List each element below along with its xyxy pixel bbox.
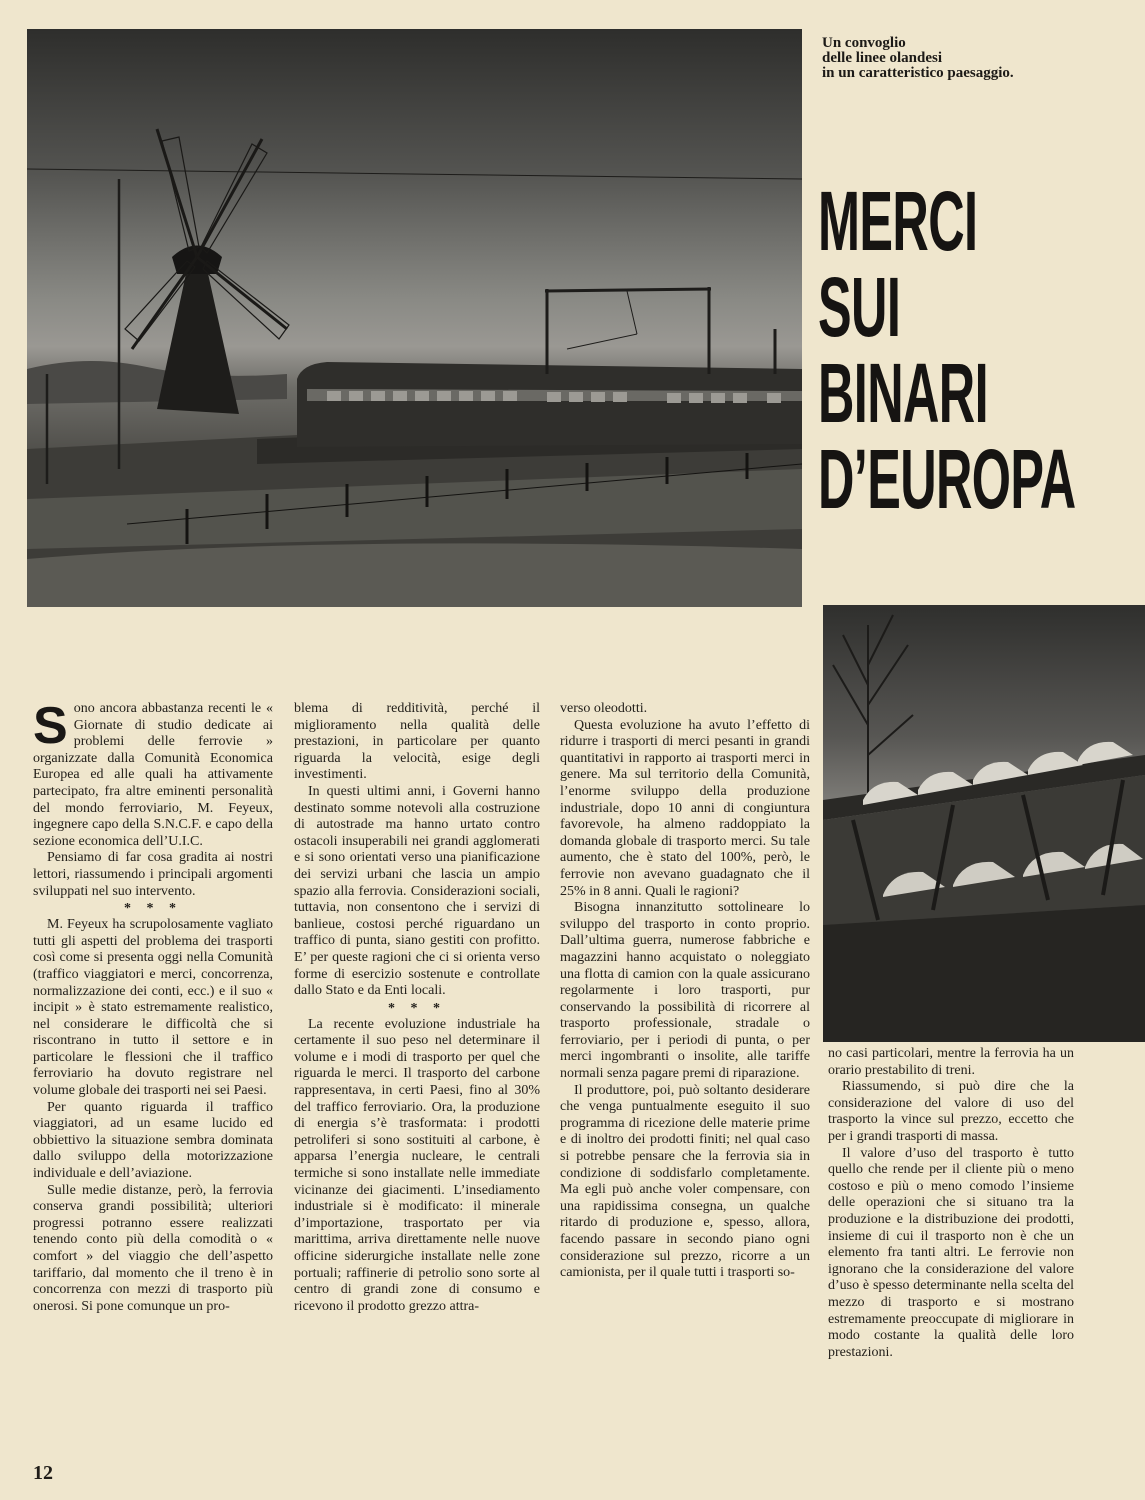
windmill-train-photo xyxy=(27,29,802,607)
col1-paragraph-5: Sulle medie distanze, però, la ferrovia conserva grandi possibilità; ulteriori progressi potranno essere realizzati tenendo conto più della comodità o « comfort » del viaggio che dell’aspetto tariffario, dal momento che il treno è in concorrenza con mezzi di trasporto più onerosi. Si pone comunque un pro- xyxy=(33,1182,273,1314)
col2-paragraph-2: In questi ultimi anni, i Governi hanno destinato somme notevoli alla costruzione di autostrade ma hanno urtato contro ostacoli insuperabili nei grandi agglomerati e si sono orientati verso una pianificazione dei servizi urbani che lascia un ampio spazio alla ferrovia. Considerazioni sociali, tuttavia, non consentono che i servizi di banlieue, costosi perché riguardano un traffico di punta, siano gestiti con profitto. E’ per queste ragioni che ci si orienta verso forme di esercizio sostenute e controllate dallo Stato e da Enti locali. xyxy=(294,783,540,999)
col3-paragraph-2: Questa evoluzione ha avuto l’effetto di ridurre i trasporti di merci pesanti in grandi quantitativi in rapporto ai trasporti merci in genere. Ma sul territorio della Comunità, l’enorme sviluppo della produzione industriale, dopo 10 anni di congiuntura favorevole, ha almeno raddoppiato la domanda globale di trasporto merci. Su tale aumento, che è stato del 100%, però, le ferrovie non avevano guadagnato che il 25% in 8 anni. Quali le ragioni? xyxy=(560,717,810,899)
col4-paragraph-3: Il valore d’uso del trasporto è tutto quello che rende per il cliente più o meno costoso e più o meno comodo l’insieme delle operazioni che si situano tra la produzione e la distribuzione dei prodotti, insieme di cui il trasporto non è che un elemento fra tanti altri. Le ferrovie non ignorano che la considerazione del valore d’uso è spesso determinante nella scelta del mezzo di trasporto e si mostrano estremamente preoccupate di migliorare in modo costante la qualità delle loro prestazioni. xyxy=(828,1145,1074,1360)
section-separator: * * * xyxy=(388,1000,446,1016)
article-headline xyxy=(818,174,1076,526)
car-transport-photo xyxy=(823,605,1145,1042)
col4-paragraph-1: no casi particolari, mentre la ferrovia ha un orario prestabilito di treni. xyxy=(828,1046,1074,1078)
article-column-1 xyxy=(33,697,273,1315)
col1-paragraph-1 xyxy=(33,697,273,850)
section-separator: * * * xyxy=(124,901,182,917)
article-column-4 xyxy=(828,1046,1074,1361)
headline-line-4: D’EUROPA xyxy=(818,432,1076,526)
col1-paragraph-3: M. Feyeux ha scrupolosamente vagliato tutti gli aspetti del problema dei trasporti così come si presenta oggi nella Comunità (traffico viaggiatori e merci, concorrenza, normalizzazione dei conti, ecc.) e il suo « incipit » è stato estremamente realistico, nel considerare le difficoltà che si riscontrano in tutto il settore e in particolare le flessioni che il traffico ferroviario ha dovuto registrare nel volume globale dei trasporti nei sei Paesi. xyxy=(33,917,273,1099)
col1-paragraph-2: Pensiamo di far cosa gradita ai nostri lettori, riassumendo i principali argomenti sviluppati nel suo intervento. xyxy=(33,850,273,899)
col3-paragraph-1: verso oleodotti. xyxy=(560,701,648,716)
caption-line-3: in un caratteristico paesaggio. xyxy=(822,65,1014,81)
col2-paragraph-1: blema di redditività, perché il miglioramento nella qualità delle prestazioni, in particolare per quanto riguarda la velocità, esige degli investimenti. xyxy=(294,701,540,783)
photo-caption xyxy=(822,36,1122,81)
headline-line-1: MERCI xyxy=(818,174,978,268)
col2-paragraph-3: La recente evoluzione industriale ha certamente il suo peso nel determinare il volume e i modi di trasporto per quel che riguarda le merci. Il trasporto del carbone rappresentava, in certi Paesi, fino al 30% del traffico ferroviario. Ora, la produzione di energia s’è trasformata: i prodotti petroliferi si sono sostituiti al carbone, è apparsa l’energia nucleare, le centrali termiche si sono installate nelle immediate vicinanze dei giacimenti. L’insediamento industriale si è modificato: il minerale d’importazione, trasportato per via marittima, arriva direttamente nelle nuove officine siderurgiche installate nelle zone portuali; raffinerie di petrolio sono sorte al centro di grandi zone di consumo e ricevono il prodotto grezzo attra- xyxy=(294,1016,540,1314)
article-column-2 xyxy=(294,701,540,1315)
col3-paragraph-3: Bisogna innanzitutto sottolineare lo sviluppo del trasporto in conto proprio. Dall’ultima guerra, numerose fabbriche e magazzini hanno acquistato o noleggiato una flotta di camion con la quale assicurano regolarmente i loro trasporti, pur conservando la possibilità di ricorrere al trasporto professionale, stradale o ferroviario, per i periodi di punta, o per merci ingombranti o insolite, alle tariffe normali senza pagare premi di riparazione. xyxy=(560,900,810,1082)
caption-line-2: delle linee olandesi xyxy=(822,50,942,66)
windmill-train-illustration xyxy=(27,29,802,607)
headline-line-2: SUI xyxy=(818,260,901,354)
article-column-3 xyxy=(560,701,810,1282)
col1-paragraph-4: Per quanto riguarda il traffico viaggiatori, ad un esame lucido ed obbiettivo la situazione sembra dominata dallo sviluppo della motorizzazione individuale e dell’aviazione. xyxy=(33,1099,273,1182)
col3-paragraph-4: Il produttore, poi, può soltanto desiderare che venga puntualmente eseguito il suo programma di ricezione delle materie prime e di inoltro dei prodotti finiti; nel qual caso si potrebbe pensare che la ferrovia sia in condizione di soddisfarlo completamente. Ma egli può anche voler compensare, con una rapidissima consegna, un qualche ritardo di produzione e, spesso, allora, facendo passare in secondo piano ogni considerazione sul prezzo, ricorre a un camionista, per il quale tutti i trasporti so- xyxy=(560,1082,810,1281)
car-transport-illustration xyxy=(823,605,1145,1042)
headline-line-3: BINARI xyxy=(818,346,988,440)
page-number: 12 xyxy=(33,1462,53,1484)
caption-line-1: Un convoglio xyxy=(822,35,906,51)
col4-paragraph-2: Riassumendo, si può dire che la considerazione del valore di uso del trasporto la vince sul prezzo, eccetto che per i grandi trasporti di massa. xyxy=(828,1079,1074,1144)
col1-paragraph-1-text: ono ancora abbastanza recenti le « Giornate di studio dedicate ai problemi delle ferrovie » organizzate dalla Comunità Economica Europea ed alle quali ha attivamente partecipato, fra altre eminenti personalità del mondo ferroviario, M. Feyeux, ingegnere capo della S.N.C.F. e capo della sezione economica dell’U.I.C. xyxy=(33,701,273,849)
drop-cap: S xyxy=(33,697,68,755)
